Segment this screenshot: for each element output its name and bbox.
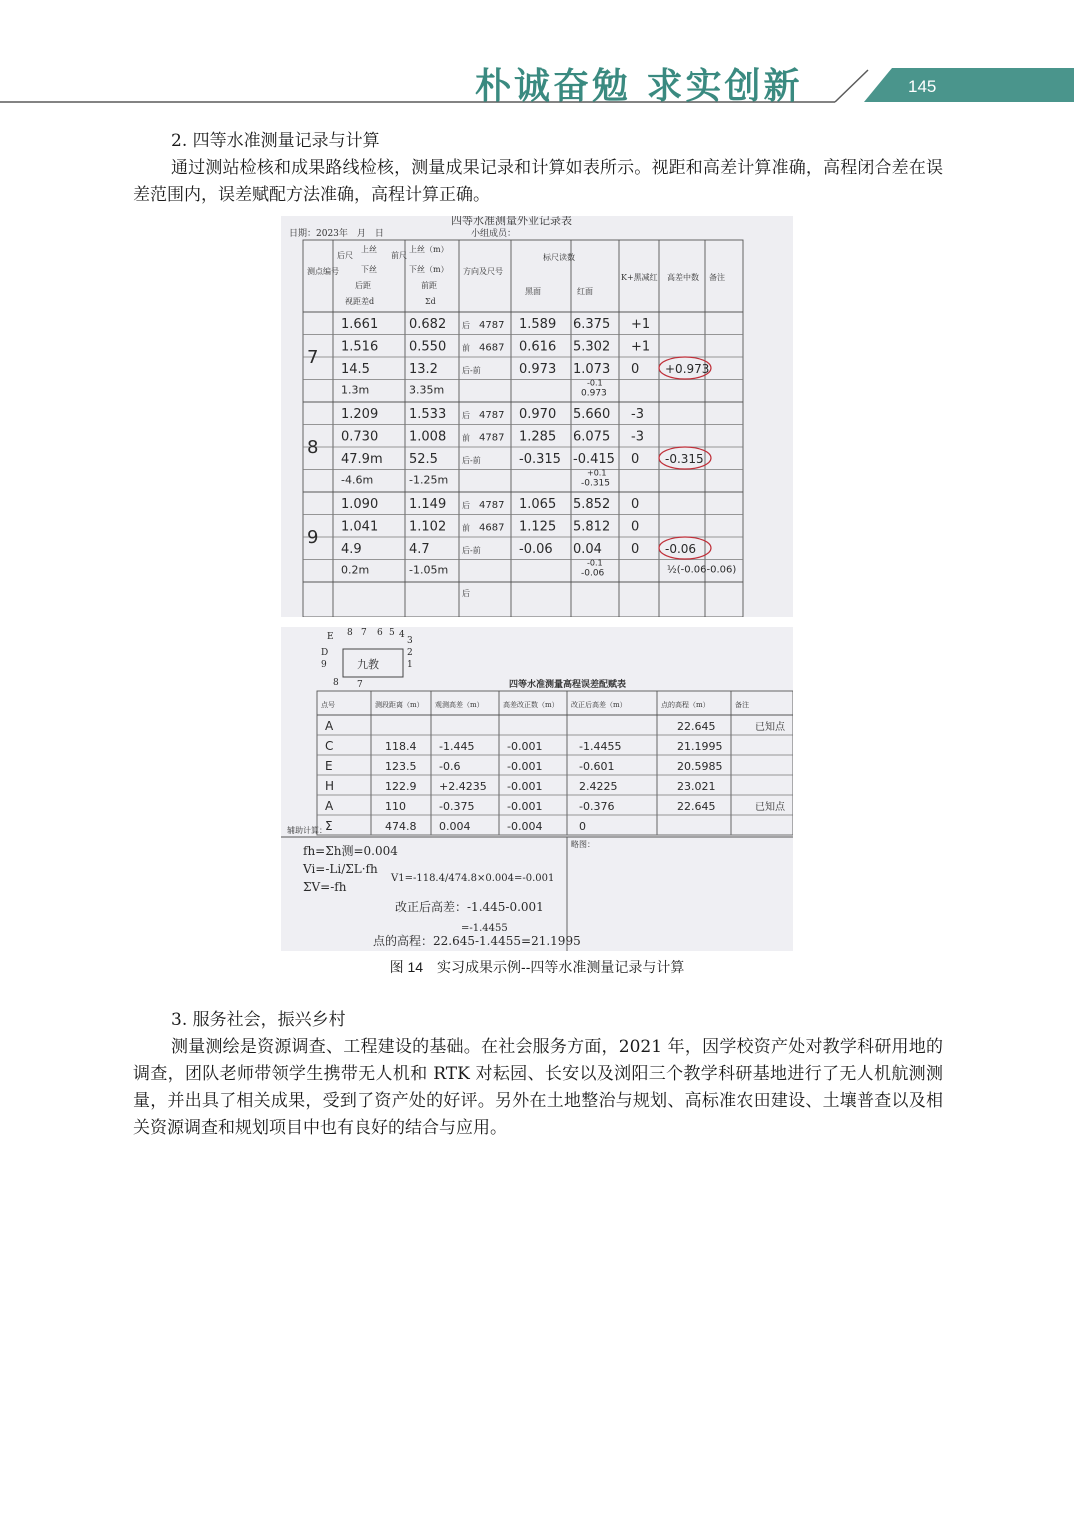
header-front: 前尺 — [391, 251, 407, 260]
rod-number: 4787 — [479, 500, 505, 511]
front-reading: 0.682 — [409, 317, 447, 332]
header-mean-diff: 高差中数 — [667, 273, 699, 282]
figure-caption: 图 14 实习成果示例--四等水准测量记录与计算 — [389, 959, 685, 975]
point-name: E — [325, 759, 333, 773]
header-lower: 下丝 — [361, 265, 377, 274]
header-direction: 方向及尺号 — [463, 267, 503, 276]
header-station: 测点编号 — [307, 267, 339, 276]
header-black: 黑面 — [525, 287, 541, 296]
correction: -0.004 — [507, 820, 543, 833]
check-result: -0.06 — [581, 568, 605, 579]
figure-error-distribution-photo — [281, 627, 793, 951]
back-reading: 0.730 — [341, 429, 379, 445]
correction: -0.001 — [507, 800, 543, 813]
point-elevation: 22.645 — [677, 720, 716, 733]
segment-distance: 123.5 — [385, 760, 417, 773]
date-label: 日期：2023年 月 日 — [289, 229, 384, 239]
red-reading: 1.073 — [573, 362, 611, 377]
adjusted-diff: -0.601 — [579, 760, 615, 773]
direction-label: 后-前 — [462, 366, 481, 375]
observed-diff: -0.375 — [439, 800, 475, 813]
header-k-black-red: K+黑减红 — [621, 273, 658, 282]
check-note: +0.1 — [587, 468, 607, 478]
observed-diff: -0.6 — [439, 760, 461, 773]
sketch-point: 3 — [407, 636, 413, 646]
back-reading: 1.041 — [341, 519, 379, 535]
school-motto: 朴诚奋勉 求实创新 — [475, 65, 803, 107]
back-reading: 4.9 — [341, 542, 362, 557]
error-table-title: 四等水准测量高程误差配赋表 — [509, 680, 627, 690]
page-number: 145 — [908, 77, 937, 96]
black-reading: -0.06 — [519, 542, 553, 557]
header-lower-m: 下丝（m） — [409, 265, 449, 274]
k-check: 0 — [631, 452, 640, 467]
direction-label: 后-前 — [462, 456, 481, 465]
page-header — [0, 0, 1074, 110]
field-record-title: 四等水准测量外业记录表 — [451, 216, 572, 227]
black-reading: 0.970 — [519, 407, 557, 422]
header-back: 后尺 — [337, 251, 353, 260]
back-reading: 1.090 — [341, 497, 379, 512]
column-header: 高差改正数（m） — [503, 701, 559, 709]
section-2-heading: 2. 四等水准测量记录与计算 — [171, 131, 380, 151]
sketch-point: 8 — [347, 628, 353, 638]
point-elevation: 22.645 — [677, 800, 716, 813]
figure-field-record-photo — [281, 216, 793, 617]
section-3 — [133, 1007, 943, 1142]
column-header: 点的高程（m） — [661, 701, 710, 709]
segment-distance: 122.9 — [385, 780, 417, 793]
k-check: 0 — [631, 542, 640, 557]
k-check: 0 — [631, 519, 640, 535]
rod-number: 4687 — [479, 342, 505, 354]
mean-difference: -0.06 — [665, 542, 697, 556]
back-reading: 1.516 — [341, 339, 379, 355]
front-reading: 13.2 — [409, 362, 438, 377]
calc-line: fh=Σh测=0.004 — [303, 844, 398, 858]
rod-number: 4787 — [479, 320, 505, 331]
column-header: 备注 — [735, 701, 749, 709]
sketch-point: 2 — [407, 648, 413, 658]
direction-label: 后 — [462, 411, 470, 420]
station-number: 7 — [307, 347, 319, 368]
point-elevation: 20.5985 — [677, 760, 723, 773]
adjusted-diff: -0.376 — [579, 800, 615, 813]
point-name: A — [325, 719, 334, 733]
direction-label: 后 — [462, 501, 470, 510]
station-number: 8 — [307, 437, 319, 458]
adjusted-diff: -1.4455 — [579, 740, 622, 753]
header-red: 红面 — [577, 287, 593, 296]
check-result: -0.315 — [581, 478, 611, 489]
point-elevation: 23.021 — [677, 780, 716, 793]
black-reading: 1.065 — [519, 497, 557, 512]
sum-d-value: -1.05m — [409, 563, 449, 577]
direction-label: 后-前 — [462, 546, 481, 555]
correction: -0.001 — [507, 780, 543, 793]
error-distribution-table — [281, 627, 793, 951]
mean-difference: -0.315 — [665, 452, 704, 466]
check-note: -0.1 — [587, 378, 603, 388]
sum-d-value: -1.25m — [409, 473, 449, 487]
mean-difference: +0.973 — [665, 362, 710, 376]
column-header: 观测高差（m） — [435, 701, 484, 709]
point-name: H — [325, 779, 335, 793]
dist-diff-value: 0.2m — [341, 563, 370, 577]
calc-line: =-1.4455 — [461, 923, 508, 934]
k-check: -3 — [631, 407, 644, 422]
correction: -0.001 — [507, 760, 543, 773]
page-number-tab — [864, 68, 1074, 102]
header-front-dist: 前距 — [421, 281, 437, 290]
red-reading: 5.302 — [573, 339, 611, 355]
sketch-point: 7 — [357, 680, 363, 690]
calc-line: 改正后高差：-1.445-0.001 — [395, 900, 544, 914]
field-record-table — [281, 216, 793, 617]
red-reading: 6.075 — [573, 429, 611, 445]
header-sum-d: Σd — [425, 297, 436, 306]
k-check: +1 — [631, 317, 651, 332]
group-label: 小组成员： — [471, 229, 517, 239]
sketch-point: 7 — [361, 628, 367, 638]
k-check: -3 — [631, 429, 644, 445]
front-reading: 1.149 — [409, 497, 447, 512]
black-reading: 1.285 — [519, 429, 557, 445]
k-check: 0 — [631, 497, 640, 512]
column-header: 改正后高差（m） — [571, 701, 627, 709]
direction-label: 后 — [462, 589, 470, 598]
red-reading: 5.660 — [573, 407, 611, 422]
back-reading: 1.661 — [341, 317, 379, 332]
calc-line: ΣV=-fh — [303, 880, 347, 894]
sum-d-value: 3.35m — [409, 383, 445, 397]
correction: -0.001 — [507, 740, 543, 753]
calc-line: V1=-118.4/474.8×0.004=-0.001 — [391, 873, 555, 884]
sketch-point: 1 — [407, 660, 413, 670]
sketch-point: 8 — [333, 678, 339, 688]
header-upper: 上丝 — [361, 245, 377, 254]
back-reading: 14.5 — [341, 362, 370, 377]
front-reading: 0.550 — [409, 339, 447, 355]
sketch-point: 5 — [389, 628, 395, 638]
red-reading: 0.04 — [573, 542, 602, 557]
sketch-point: 9 — [321, 660, 327, 670]
red-reading: -0.415 — [573, 452, 615, 467]
remark: 已知点 — [755, 802, 785, 813]
point-name: Σ — [325, 819, 333, 833]
segment-distance: 110 — [385, 800, 406, 813]
segment-distance: 118.4 — [385, 740, 417, 753]
station-number: 9 — [307, 527, 319, 548]
observed-diff: -1.445 — [439, 740, 475, 753]
section-2 — [133, 128, 943, 209]
section-3-paragraph: 测量测绘是资源调查、工程建设的基础。在社会服务方面，2021 年，因学校资产处对教学科研用地的调查，团队老师带领学生携带无人机和 RTK 对耘园、长安以及浏阳三个教学科研基地进行了无人机航测测量，并出具了相关成果，受到了资产处的好评。另外在土地整治与规划、高标准农田建设、土壤普查以及相关资源调查和规划项目中也有良好的结合与应用。 — [133, 1037, 943, 1138]
black-reading: 0.616 — [519, 339, 557, 355]
direction-label: 后 — [462, 321, 470, 330]
back-reading: 1.209 — [341, 407, 379, 422]
section-2-paragraph: 通过测站检核和成果路线检核，测量成果记录和计算如表所示。视距和高差计算准确，高程闭合差在误差范围内，误差赋配方法准确，高程计算正确。 — [133, 158, 943, 205]
direction-label: 前 — [462, 523, 470, 533]
sketch-point: 6 — [377, 628, 383, 638]
observed-diff: 0.004 — [439, 820, 471, 833]
k-check: 0 — [631, 362, 640, 377]
point-name: A — [325, 799, 334, 813]
front-reading: 1.008 — [409, 429, 447, 445]
check-result: 0.973 — [581, 388, 607, 399]
red-reading: 6.375 — [573, 317, 611, 332]
header-staff-reading: 标尺读数 — [543, 253, 575, 262]
rod-number: 4687 — [479, 522, 505, 534]
header-upper-m: 上丝（m） — [409, 245, 449, 254]
point-name: C — [325, 739, 334, 753]
red-reading: 5.852 — [573, 497, 611, 512]
header-back-dist: 后距 — [355, 281, 371, 290]
segment-distance: 474.8 — [385, 820, 417, 833]
sketch-point: 4 — [399, 630, 405, 640]
dist-diff-value: 1.3m — [341, 383, 370, 397]
calc-line: 点的高程：22.645-1.4455=21.1995 — [373, 934, 581, 948]
header-remark: 备注 — [709, 273, 725, 282]
adjusted-diff: 2.4225 — [579, 780, 618, 793]
calc-line: Vi=-Li/ΣL·fh — [303, 862, 378, 876]
aux-calc-label: 辅助计算： — [287, 826, 327, 835]
k-check: +1 — [631, 339, 651, 355]
column-header: 测段距离（m） — [375, 701, 424, 709]
sketch-point: D — [321, 648, 329, 658]
rod-number: 4787 — [479, 410, 505, 421]
rod-number: 4787 — [479, 432, 505, 444]
black-reading: -0.315 — [519, 452, 561, 467]
front-reading: 1.102 — [409, 519, 447, 535]
black-reading: 1.125 — [519, 519, 557, 535]
sketch-area-label: 略图： — [571, 840, 595, 849]
observed-diff: +2.4235 — [439, 780, 487, 793]
remark: 已知点 — [755, 722, 785, 733]
column-header: 点号 — [321, 701, 335, 709]
sketch-building-label: 九教 — [357, 658, 379, 671]
red-reading: 5.812 — [573, 519, 611, 535]
black-reading: 1.589 — [519, 317, 557, 332]
adjusted-diff: 0 — [579, 820, 586, 833]
direction-label: 前 — [462, 433, 470, 443]
direction-label: 前 — [462, 343, 470, 353]
dist-diff-value: -4.6m — [341, 473, 374, 487]
black-reading: 0.973 — [519, 362, 557, 377]
section-3-heading: 3. 服务社会，振兴乡村 — [171, 1010, 346, 1030]
front-reading: 1.533 — [409, 407, 447, 422]
back-reading: 47.9m — [341, 452, 383, 467]
mean-formula: ½(-0.06-0.06) — [667, 564, 737, 576]
front-reading: 52.5 — [409, 452, 438, 467]
front-reading: 4.7 — [409, 542, 430, 557]
header-dist-diff: 视距差d — [345, 297, 375, 306]
point-elevation: 21.1995 — [677, 740, 723, 753]
check-note: -0.1 — [587, 558, 603, 568]
sketch-point: E — [327, 632, 334, 642]
